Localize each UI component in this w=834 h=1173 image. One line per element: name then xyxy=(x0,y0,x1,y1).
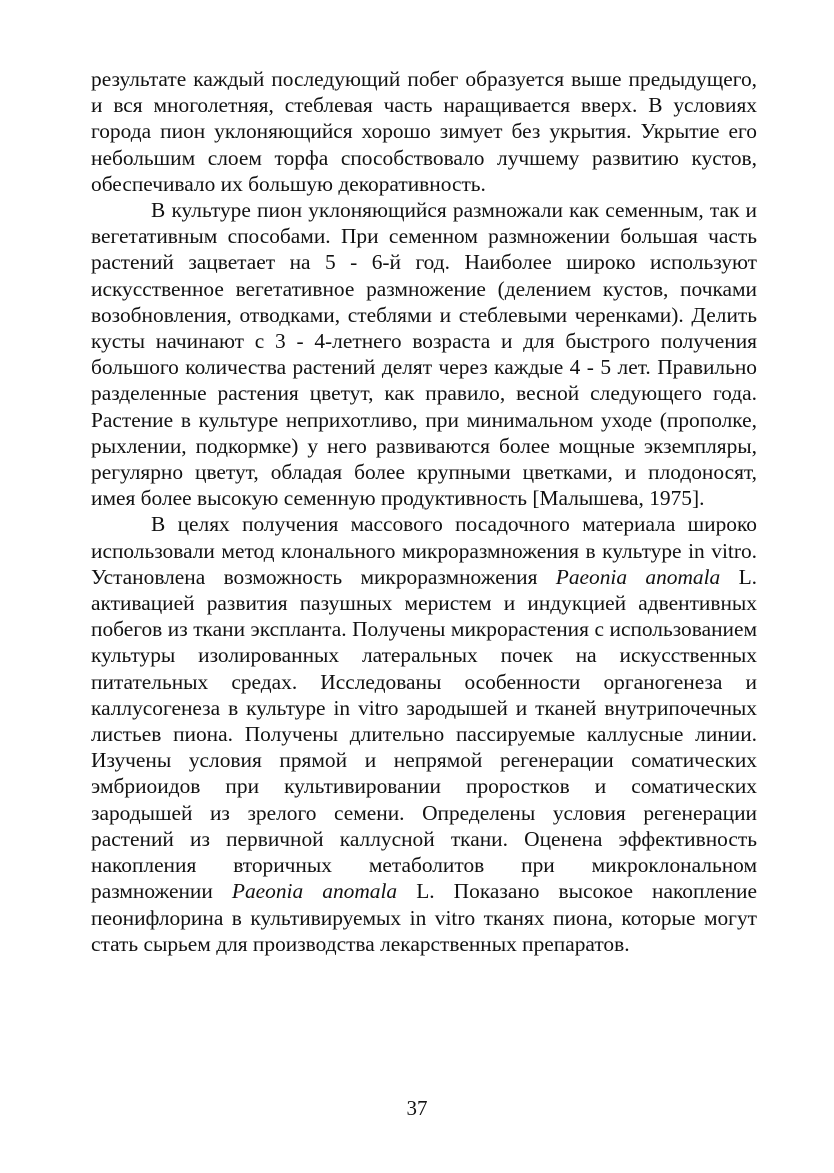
page-number: 37 xyxy=(406,1096,428,1120)
species-name: Paeonia anomala xyxy=(555,564,721,589)
paragraph-2 xyxy=(91,197,757,511)
paragraph-2-text: В культуре пион уклоняющийся размножали как семенным, так и вегетативным способами. При семенном размножении большая часть растений зацветает на 5 - 6-й год. Наиболее широко используют искусственное вегетативное размножение (делением кустов, почками возобновления, отводками, стеблями и стеблевыми черенками). Делить кусты начинают с 3 - 4-летнего возраста и для быстрого получения большого количества растений делят через каждые 4 - 5 лет. Правильно разделенные растения цветут, как правило, весной следующего года. Растение в культуре неприхотливо, при минимальном уходе (прополке, рыхлении, подкормке) у него развиваются более мощные экземпляры, регулярно цветут, обладая более крупными цветками, и плодоносят, имея более высокую семенную продуктивность [Малышева, 1975]. xyxy=(91,198,757,511)
paragraph-3-text-a: В целях получения массового посадочного материала широко использовали метод клонального микроразмножения в культуре in vitro. Установлена возможность микроразмножения xyxy=(91,512,757,589)
paragraph-3-text-b: L. активацией развития пазушных меристем и индукцией адвентивных побегов из ткани экспланта. Получены микрорастения с использованием культуры изолированных латеральных почек на искусственных питательных средах. Исследованы особенности органогенеза и каллусогенеза в культуре in vitro зародышей и тканей внутрипочечных листьев пиона. Получены длительно пассируемые каллусные линии. Изучены условия прямой и непрямой регенерации соматических эмбриоидов при культивировании проростков и соматических зародышей из зрелого семени. Определены условия регенерации растений из первичной каллусной ткани. Оценена эффективность накопления вторичных метаболитов при микроклональном размножении xyxy=(91,564,757,904)
paragraph-1 xyxy=(91,66,757,197)
species-name: Paeonia anomala xyxy=(231,879,398,904)
paragraph-3-text-c: L. Показано высокое накопление пеонифлорина в культивируемых in vitro тканях пиона, которые могут стать сырьем для производства лекарственных препаратов. xyxy=(91,879,757,956)
paragraph-3 xyxy=(91,511,757,956)
page-body xyxy=(91,66,757,957)
paragraph-1-text: результате каждый последующий побег образуется выше предыдущего, и вся многолетняя, стеблевая часть наращивается вверх. В условиях города пион уклоняющийся хорошо зимует без укрытия. Укрытие его небольшим слоем торфа способствовало лучшему развитию кустов, обеспечивало их большую декоративность. xyxy=(91,67,757,196)
